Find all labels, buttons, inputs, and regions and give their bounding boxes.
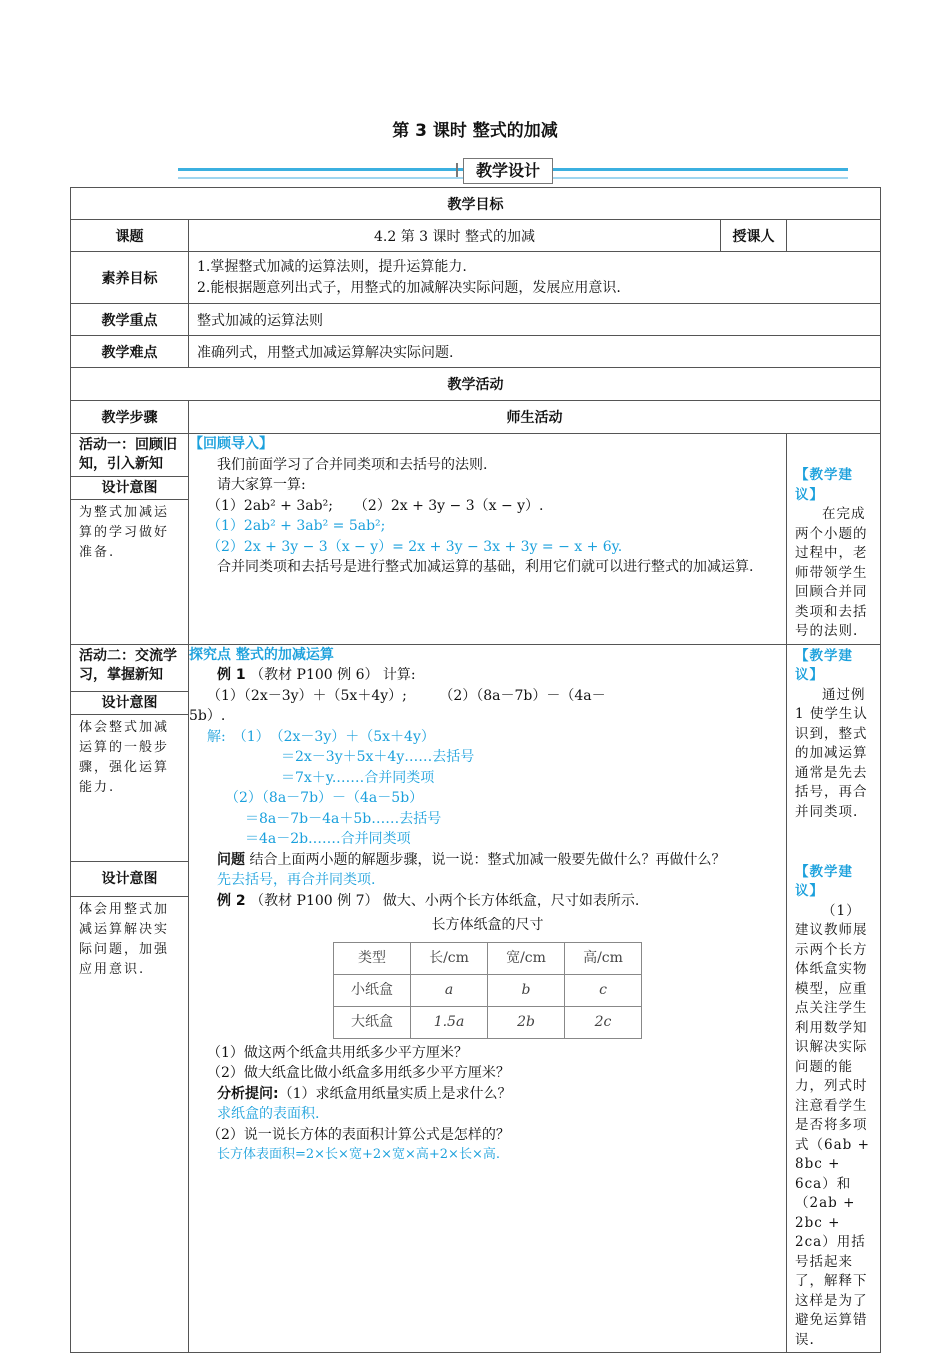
suggestion-2-text: 通过例 1 使学生认识到，整式的加减运算通常是先去括号，再合并同类项. <box>795 686 868 820</box>
activity-2-design-text: 体会整式加减运算的一般步骤，强化运算能力. <box>79 719 170 795</box>
example-2-text: （教材 P100 例 7） 做大、小两个长方体纸盒，尺寸如表所示. <box>250 892 640 909</box>
example-2-q2: （2）做大纸盒比做小纸盒多用纸多少平方厘米？ <box>207 1065 510 1081</box>
key-point-label: 教学重点 <box>71 304 189 336</box>
review-answer-1: （1）2ab² + 3ab² = 5ab²; <box>207 518 386 534</box>
activity-2-design-label-2: 设计意图 <box>71 861 188 897</box>
suggestion-1-title: 【教学建议】 <box>795 467 853 503</box>
example-2-label: 例 2 <box>217 892 246 909</box>
steps-label: 教学步骤 <box>71 401 189 434</box>
activity-2-design-text-2: 体会用整式加减运算解决实际问题，加强应用意识. <box>79 901 170 977</box>
activity-1-title: 活动一：回顾旧知，引入新知 <box>79 437 177 472</box>
table-cell: 2c <box>565 1006 642 1038</box>
solution-line-6: ＝4a－2b.……合并同类项 <box>245 831 411 847</box>
example-1-q2-cont: 5b）. <box>189 708 226 724</box>
table-cell: b <box>488 974 565 1006</box>
banner-label: 教学设计 <box>463 158 553 184</box>
topic-label: 课题 <box>71 220 189 252</box>
table-cell: 大纸盒 <box>334 1006 411 1038</box>
activity-1-content <box>189 434 787 645</box>
solution-line-1: （1） （2x－3y）＋（5x＋4y） <box>239 728 435 745</box>
question-text: 结合上面两小题的解题步骤，说一说：整式加减一般要先做什么？再做什么？ <box>249 851 726 868</box>
example-2-q1: （1）做这两个纸盒共用纸多少平方厘米？ <box>207 1044 468 1061</box>
table-cell: a <box>411 974 488 1006</box>
activity-2-suggestion <box>787 644 881 1353</box>
teacher-label: 授课人 <box>721 220 787 252</box>
solution-line-2: ＝2x－3y＋5x＋4y……去括号 <box>281 749 475 765</box>
question-label: 问题 <box>217 851 245 868</box>
difficult-point-value: 准确列式，用整式加减运算解决实际问题. <box>189 336 881 368</box>
suggestion-3-title: 【教学建议】 <box>795 863 853 899</box>
analysis-a1: 求纸盒的表面积. <box>217 1106 320 1122</box>
review-para-3: 合并同类项和去括号是进行整式加减运算的基础，利用它们就可以进行整式的加减运算. <box>217 559 754 575</box>
section-banner <box>178 158 848 184</box>
table-header: 宽/cm <box>488 942 565 974</box>
table-cell: c <box>565 974 642 1006</box>
review-para-2: 请大家算一算: <box>217 477 306 493</box>
page-title: 第 3 课时 整式的加减 <box>392 121 558 141</box>
activities-header: 教学活动 <box>71 368 881 401</box>
analysis-a2: 长方体表面积=2×长×宽+2×宽×高+2×长×高. <box>217 1147 500 1162</box>
solution-line-3: ＝7x＋y.……合并同类项 <box>281 769 435 786</box>
key-point-value: 整式加减的运算法则 <box>189 304 881 336</box>
box-size-table <box>333 942 642 1039</box>
table-cell: 1.5a <box>411 1006 488 1038</box>
solution-line-5: ＝8a－7b－4a＋5b……去括号 <box>245 810 442 827</box>
activity-2-left <box>71 644 189 1353</box>
topic-value: 4.2 第 3 课时 整式的加减 <box>189 220 721 252</box>
review-question: （1）2ab² + 3ab²; （2）2x + 3y − 3（x − y）. <box>207 497 544 514</box>
example-1-q2: （2）（8a－7b）－（4a－ <box>439 687 606 704</box>
table-header: 高/cm <box>565 942 642 974</box>
table-header: 类型 <box>334 942 411 974</box>
activity-2-content <box>189 644 787 1353</box>
analysis-q2: （2）说一说长方体的表面积计算公式是怎样的？ <box>207 1126 510 1143</box>
analysis-label: 分析提问: <box>217 1085 279 1102</box>
goals-header: 教学目标 <box>71 188 881 220</box>
review-answer-2: （2）2x + 3y − 3（x − y）= 2x + 3y − 3x + 3y = − x + 6y. <box>207 538 623 555</box>
review-section-title: 【回顾导入】 <box>189 436 273 452</box>
explore-section-title: 探究点 整式的加减运算 <box>189 646 334 663</box>
example-1-label: 例 1 <box>217 667 246 683</box>
suggestion-3-text: （1）建议教师展示两个长方体纸盒实物模型，应重点关注学生利用数学知识解决实际问题的能力，列式时注意看学生是否将多项式（6ab + 8bc + 6ca）和（2ab + 2bc + 2ca）用括号括起来了，解释下这样是为了避免运算错误. <box>795 902 870 1348</box>
teacher-student-label: 师生活动 <box>189 401 881 434</box>
solution-line-4: （2）（8a－7b）－（4a－5b） <box>225 790 424 806</box>
lesson-plan-table <box>70 187 881 1353</box>
activity-2-design-label: 设计意图 <box>71 691 188 715</box>
table-header: 长/cm <box>411 942 488 974</box>
activity-1-design-text: 为整式加减运算的学习做好准备. <box>79 505 170 560</box>
literacy-goals <box>189 252 881 304</box>
literacy-goal-2: 2.能根据题意列出式子，用整式的加减解决实际问题，发展应用意识. <box>197 279 621 296</box>
box-table-title: 长方体纸盒的尺寸 <box>431 917 544 933</box>
question-answer: 先去括号，再合并同类项. <box>217 872 376 888</box>
activity-1-left <box>71 434 189 645</box>
activity-2-title: 活动二：交流学习，掌握新知 <box>79 647 177 683</box>
difficult-point-label: 教学难点 <box>71 336 189 368</box>
literacy-goal-1: 1.掌握整式加减的运算法则，提升运算能力. <box>197 258 467 275</box>
example-1-text: （教材 P100 例 6） 计算: <box>250 667 416 683</box>
table-header-row <box>334 942 642 974</box>
table-cell: 小纸盒 <box>334 974 411 1006</box>
table-cell: 2b <box>488 1006 565 1038</box>
example-1-q1: （1）（2x－3y）＋（5x＋4y）; <box>207 687 407 704</box>
table-row <box>334 974 642 1006</box>
teacher-value <box>787 220 881 252</box>
literacy-label: 素养目标 <box>71 252 189 304</box>
suggestion-2-title: 【教学建议】 <box>795 647 853 683</box>
review-para-1: 我们前面学习了合并同类项和去括号的法则. <box>217 456 488 473</box>
solution-label: 解: <box>207 728 226 745</box>
activity-1-design-label: 设计意图 <box>71 476 188 500</box>
activity-1-suggestion <box>787 434 881 645</box>
analysis-q1: （1）求纸盒用纸量实质上是求什么？ <box>278 1085 512 1102</box>
suggestion-1-text: 在完成两个小题的过程中，老师带领学生回顾合并同类项和去括号的法则. <box>795 506 868 639</box>
table-row <box>334 1006 642 1038</box>
